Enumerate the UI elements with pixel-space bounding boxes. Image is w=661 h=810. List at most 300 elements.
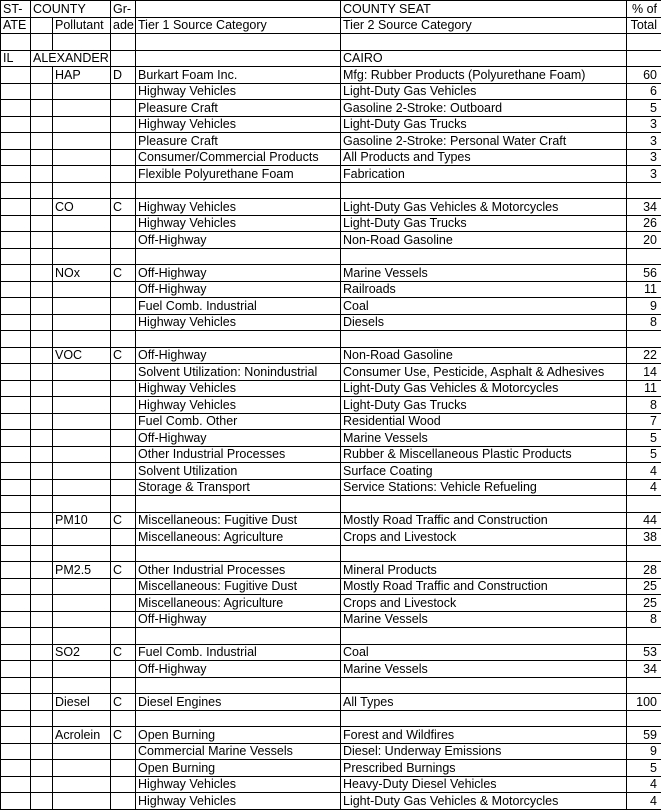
empty-cell (341, 34, 627, 51)
tier2-cell: Coal (341, 298, 627, 315)
county-seat-cell: CAIRO (341, 50, 627, 67)
grade-cell (111, 595, 136, 612)
pollutant-cell (53, 100, 111, 117)
empty-cell (31, 281, 53, 298)
empty-cell (31, 166, 53, 183)
header-state-bottom: ATE (1, 17, 31, 34)
empty-cell (31, 397, 53, 414)
grade-cell (111, 446, 136, 463)
pollutant-cell: PM10 (53, 512, 111, 529)
empty-cell (627, 182, 661, 199)
empty-cell (136, 331, 341, 348)
empty-cell (31, 116, 53, 133)
tier1-cell: Highway Vehicles (136, 83, 341, 100)
spacer-row (1, 677, 661, 694)
empty-cell (31, 215, 53, 232)
empty-cell (31, 578, 53, 595)
data-row (1, 83, 661, 100)
data-row (1, 149, 661, 166)
pct-cell: 5 (627, 430, 661, 447)
data-row (1, 116, 661, 133)
tier1-cell: Off-Highway (136, 347, 341, 364)
grade-cell (111, 314, 136, 331)
pct-cell: 4 (627, 479, 661, 496)
tier2-cell: Diesels (341, 314, 627, 331)
pct-cell: 60 (627, 67, 661, 84)
header-pollutant: Pollutant (53, 17, 111, 34)
data-row (1, 776, 661, 793)
tier2-cell: Mfg: Rubber Products (Polyurethane Foam) (341, 67, 627, 84)
tier1-cell: Flexible Polyurethane Foam (136, 166, 341, 183)
empty-cell (53, 628, 111, 645)
grade-cell (111, 232, 136, 249)
tier2-cell: Surface Coating (341, 463, 627, 480)
tier1-cell: Other Industrial Processes (136, 562, 341, 579)
pct-cell: 5 (627, 100, 661, 117)
grade-cell (111, 430, 136, 447)
tier2-cell: Mostly Road Traffic and Construction (341, 578, 627, 595)
empty-cell (31, 562, 53, 579)
data-row (1, 67, 661, 84)
empty-cell (31, 298, 53, 315)
tier1-cell: Fuel Comb. Industrial (136, 644, 341, 661)
empty-cell (1, 83, 31, 100)
tier1-cell: Highway Vehicles (136, 215, 341, 232)
pollutant-cell: SO2 (53, 644, 111, 661)
tier2-cell: Non-Road Gasoline (341, 347, 627, 364)
data-row (1, 100, 661, 117)
empty-cell (136, 248, 341, 265)
data-row (1, 760, 661, 777)
pct-cell: 38 (627, 529, 661, 546)
data-row (1, 479, 661, 496)
spacer-row (1, 34, 661, 51)
empty-cell (1, 727, 31, 744)
tier2-cell: Light-Duty Gas Trucks (341, 215, 627, 232)
tier2-cell: Mostly Road Traffic and Construction (341, 512, 627, 529)
empty-cell (31, 512, 53, 529)
empty-cell (1, 776, 31, 793)
empty-cell (31, 67, 53, 84)
empty-cell (53, 677, 111, 694)
tier1-cell: Miscellaneous: Agriculture (136, 529, 341, 546)
pct-cell: 20 (627, 232, 661, 249)
data-row (1, 281, 661, 298)
tier1-cell: Highway Vehicles (136, 380, 341, 397)
empty-cell (341, 677, 627, 694)
empty-cell (31, 479, 53, 496)
empty-cell (1, 562, 31, 579)
tier2-cell: Prescribed Burnings (341, 760, 627, 777)
tier1-cell: Storage & Transport (136, 479, 341, 496)
tier2-cell: All Products and Types (341, 149, 627, 166)
tier2-cell: Light-Duty Gas Vehicles (341, 83, 627, 100)
data-row (1, 562, 661, 579)
empty-cell (1, 463, 31, 480)
pct-cell: 4 (627, 776, 661, 793)
pollutant-cell (53, 298, 111, 315)
empty-cell (31, 34, 53, 51)
empty-cell (136, 677, 341, 694)
empty-cell (1, 430, 31, 447)
empty-cell (53, 710, 111, 727)
tier2-cell: Coal (341, 644, 627, 661)
tier1-cell: Off-Highway (136, 232, 341, 249)
grade-cell (111, 479, 136, 496)
grade-cell: C (111, 562, 136, 579)
tier1-cell: Miscellaneous: Fugitive Dust (136, 578, 341, 595)
tier1-cell: Consumer/Commercial Products (136, 149, 341, 166)
empty-cell (627, 496, 661, 513)
pollutant-cell (53, 578, 111, 595)
empty-cell (31, 149, 53, 166)
empty-cell (1, 512, 31, 529)
pollutant-cell (53, 743, 111, 760)
data-row (1, 347, 661, 364)
spacer-row (1, 496, 661, 513)
empty-cell (1, 265, 31, 282)
empty-cell (136, 50, 341, 67)
empty-cell (1, 760, 31, 777)
grade-cell (111, 463, 136, 480)
empty-cell (136, 182, 341, 199)
tier2-cell: Crops and Livestock (341, 529, 627, 546)
empty-cell (31, 793, 53, 810)
data-row (1, 793, 661, 810)
grade-cell (111, 298, 136, 315)
pollutant-cell (53, 529, 111, 546)
pollutant-cell (53, 611, 111, 628)
pollutant-cell: Diesel (53, 694, 111, 711)
header-state-top: ST- (1, 1, 31, 18)
empty-cell (31, 232, 53, 249)
empty-cell (1, 446, 31, 463)
data-row (1, 298, 661, 315)
empty-cell (1, 281, 31, 298)
empty-cell (1, 611, 31, 628)
tier2-cell: Crops and Livestock (341, 595, 627, 612)
empty-cell (31, 611, 53, 628)
empty-cell (31, 199, 53, 216)
tier1-cell: Commercial Marine Vessels (136, 743, 341, 760)
pct-cell: 11 (627, 281, 661, 298)
grade-cell (111, 776, 136, 793)
pollutant-cell (53, 83, 111, 100)
empty-cell (111, 677, 136, 694)
empty-cell (1, 628, 31, 645)
empty-cell (1, 793, 31, 810)
empty-cell (31, 529, 53, 546)
tier1-cell: Off-Highway (136, 611, 341, 628)
tier2-cell: Marine Vessels (341, 430, 627, 447)
empty-cell (1, 298, 31, 315)
header-pct-bottom: Total (627, 17, 661, 34)
pollutant-cell (53, 793, 111, 810)
tier1-cell: Highway Vehicles (136, 314, 341, 331)
tier2-cell: Fabrication (341, 166, 627, 183)
pct-cell: 11 (627, 380, 661, 397)
data-row (1, 232, 661, 249)
tier1-cell: Highway Vehicles (136, 116, 341, 133)
empty-cell (31, 710, 53, 727)
data-row (1, 644, 661, 661)
data-row (1, 265, 661, 282)
empty-cell (31, 545, 53, 562)
empty-cell (31, 644, 53, 661)
pct-cell: 5 (627, 760, 661, 777)
empty-cell (31, 743, 53, 760)
pollutant-cell: Acrolein (53, 727, 111, 744)
empty-cell (627, 34, 661, 51)
tier2-cell: Railroads (341, 281, 627, 298)
empty-cell (136, 545, 341, 562)
empty-cell (136, 1, 341, 18)
empty-cell (1, 133, 31, 150)
pollutant-cell (53, 595, 111, 612)
empty-cell (1, 166, 31, 183)
tier2-cell: Service Stations: Vehicle Refueling (341, 479, 627, 496)
tier2-cell: Non-Road Gasoline (341, 232, 627, 249)
data-row (1, 512, 661, 529)
empty-cell (111, 248, 136, 265)
data-row (1, 727, 661, 744)
pct-cell: 26 (627, 215, 661, 232)
empty-cell (111, 545, 136, 562)
empty-cell (31, 133, 53, 150)
empty-cell (1, 149, 31, 166)
empty-cell (341, 248, 627, 265)
pct-cell: 6 (627, 83, 661, 100)
empty-cell (1, 232, 31, 249)
grade-cell (111, 166, 136, 183)
empty-cell (1, 215, 31, 232)
empty-cell (627, 248, 661, 265)
empty-cell (1, 67, 31, 84)
spacer-row (1, 182, 661, 199)
empty-cell (1, 710, 31, 727)
empty-cell (53, 34, 111, 51)
tier1-cell: Highway Vehicles (136, 397, 341, 414)
spacer-row (1, 710, 661, 727)
tier2-cell: Residential Wood (341, 413, 627, 430)
grade-cell (111, 116, 136, 133)
empty-cell (111, 331, 136, 348)
pollutant-cell: VOC (53, 347, 111, 364)
grade-cell (111, 149, 136, 166)
county-cell: ALEXANDER (31, 50, 111, 67)
empty-cell (627, 710, 661, 727)
tier1-cell: Pleasure Craft (136, 100, 341, 117)
empty-cell (627, 331, 661, 348)
pct-cell: 34 (627, 661, 661, 678)
grade-cell: D (111, 67, 136, 84)
spacer-row (1, 545, 661, 562)
tier2-cell: Heavy-Duty Diesel Vehicles (341, 776, 627, 793)
spacer-row (1, 248, 661, 265)
empty-cell (31, 661, 53, 678)
tier2-cell: Mineral Products (341, 562, 627, 579)
empty-cell (1, 34, 31, 51)
tier1-cell: Solvent Utilization: Nonindustrial (136, 364, 341, 381)
empty-cell (31, 446, 53, 463)
pollutant-cell: CO (53, 199, 111, 216)
tier1-cell: Off-Highway (136, 661, 341, 678)
pct-cell: 44 (627, 512, 661, 529)
grade-cell: C (111, 694, 136, 711)
tier2-cell: Gasoline 2-Stroke: Outboard (341, 100, 627, 117)
spacer-row (1, 628, 661, 645)
empty-cell (1, 397, 31, 414)
empty-cell (111, 182, 136, 199)
pollutant-cell: PM2.5 (53, 562, 111, 579)
empty-cell (136, 496, 341, 513)
empty-cell (1, 199, 31, 216)
pct-cell: 8 (627, 397, 661, 414)
tier2-cell: Marine Vessels (341, 265, 627, 282)
grade-cell (111, 83, 136, 100)
grade-cell (111, 100, 136, 117)
pct-cell: 34 (627, 199, 661, 216)
tier1-cell: Open Burning (136, 727, 341, 744)
pollutant-cell (53, 232, 111, 249)
empty-cell (1, 100, 31, 117)
empty-cell (341, 496, 627, 513)
pollutant-cell (53, 215, 111, 232)
empty-cell (31, 100, 53, 117)
pollutant-cell (53, 776, 111, 793)
data-row (1, 166, 661, 183)
grade-cell: C (111, 512, 136, 529)
empty-cell (1, 661, 31, 678)
grade-cell (111, 578, 136, 595)
header-county-seat: COUNTY SEAT (341, 1, 627, 18)
tier2-cell: Light-Duty Gas Vehicles & Motorcycles (341, 380, 627, 397)
tier1-cell: Other Industrial Processes (136, 446, 341, 463)
grade-cell (111, 793, 136, 810)
state-cell: IL (1, 50, 31, 67)
empty-cell (1, 743, 31, 760)
empty-cell (1, 248, 31, 265)
pct-cell: 56 (627, 265, 661, 282)
tier2-cell: Light-Duty Gas Vehicles & Motorcycles (341, 793, 627, 810)
empty-cell (627, 50, 661, 67)
empty-cell (31, 83, 53, 100)
pct-cell: 3 (627, 133, 661, 150)
empty-cell (31, 314, 53, 331)
empty-cell (31, 727, 53, 744)
data-row (1, 661, 661, 678)
empty-cell (31, 760, 53, 777)
empty-cell (136, 628, 341, 645)
pollutant-cell (53, 166, 111, 183)
tier1-cell: Highway Vehicles (136, 199, 341, 216)
pollutant-cell (53, 314, 111, 331)
empty-cell (31, 364, 53, 381)
tier2-cell: Forest and Wildfires (341, 727, 627, 744)
empty-cell (111, 496, 136, 513)
empty-cell (31, 265, 53, 282)
data-row (1, 133, 661, 150)
pct-cell: 9 (627, 743, 661, 760)
tier1-cell: Off-Highway (136, 430, 341, 447)
empty-cell (1, 545, 31, 562)
grade-cell: C (111, 265, 136, 282)
empty-cell (341, 331, 627, 348)
empty-cell (1, 677, 31, 694)
data-row (1, 595, 661, 612)
empty-cell (53, 496, 111, 513)
empty-cell (31, 17, 53, 34)
pct-cell: 53 (627, 644, 661, 661)
empty-cell (53, 182, 111, 199)
pct-cell: 8 (627, 314, 661, 331)
empty-cell (31, 677, 53, 694)
data-row (1, 364, 661, 381)
grade-cell (111, 743, 136, 760)
header-grade-top: Gr- (111, 1, 136, 18)
header-tier1: Tier 1 Source Category (136, 17, 341, 34)
pollutant-cell (53, 463, 111, 480)
empty-cell (53, 248, 111, 265)
empty-cell (31, 413, 53, 430)
pct-cell: 3 (627, 149, 661, 166)
tier2-cell: Light-Duty Gas Vehicles & Motorcycles (341, 199, 627, 216)
tier1-cell: Miscellaneous: Agriculture (136, 595, 341, 612)
empty-cell (111, 34, 136, 51)
empty-cell (1, 182, 31, 199)
grade-cell (111, 397, 136, 414)
tier1-cell: Fuel Comb. Other (136, 413, 341, 430)
empty-cell (136, 34, 341, 51)
data-row (1, 694, 661, 711)
empty-cell (341, 628, 627, 645)
empty-cell (627, 628, 661, 645)
pollutant-cell (53, 397, 111, 414)
grade-cell: C (111, 727, 136, 744)
empty-cell (136, 710, 341, 727)
empty-cell (31, 248, 53, 265)
pollutant-cell: NOx (53, 265, 111, 282)
pollutant-cell (53, 430, 111, 447)
header-county: COUNTY (31, 1, 111, 18)
data-row (1, 413, 661, 430)
header-pct-top: % of (627, 1, 661, 18)
empty-cell (53, 545, 111, 562)
tier2-cell: Light-Duty Gas Trucks (341, 397, 627, 414)
empty-cell (1, 331, 31, 348)
header-row-2 (1, 17, 661, 34)
pollutant-cell: HAP (53, 67, 111, 84)
header-tier2: Tier 2 Source Category (341, 17, 627, 34)
data-row (1, 397, 661, 414)
data-row (1, 578, 661, 595)
empty-cell (31, 347, 53, 364)
empty-cell (31, 182, 53, 199)
empty-cell (627, 545, 661, 562)
data-row (1, 529, 661, 546)
grade-cell (111, 215, 136, 232)
pollutant-cell (53, 380, 111, 397)
tier2-cell: Gasoline 2-Stroke: Personal Water Craft (341, 133, 627, 150)
data-row (1, 446, 661, 463)
pollutant-cell (53, 149, 111, 166)
empty-cell (341, 545, 627, 562)
grade-cell (111, 380, 136, 397)
pollutant-cell (53, 760, 111, 777)
tier1-cell: Diesel Engines (136, 694, 341, 711)
empty-cell (53, 331, 111, 348)
empty-cell (111, 50, 136, 67)
